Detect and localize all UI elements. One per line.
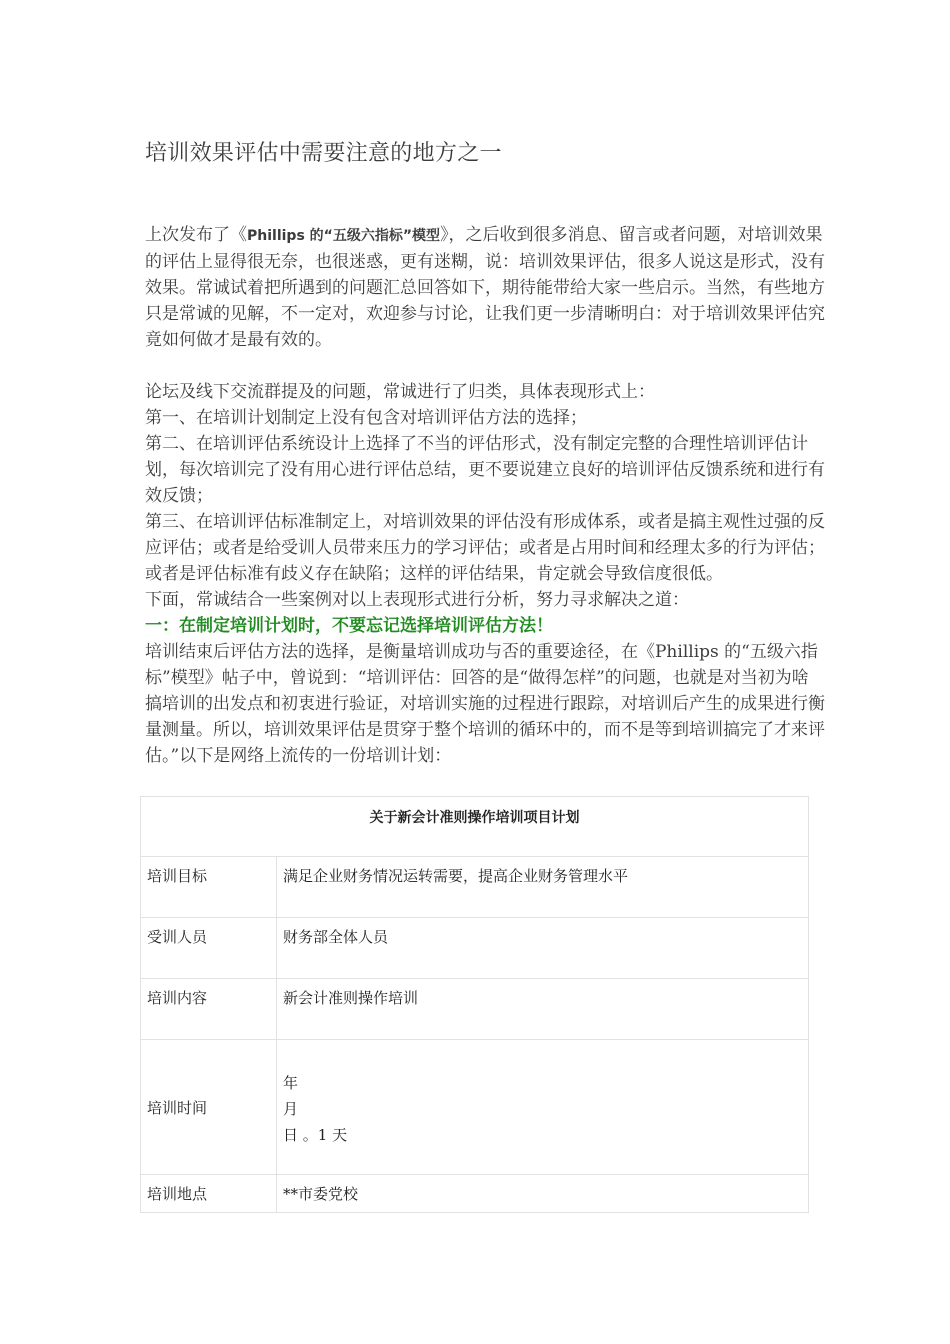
row-value: 财务部全体人员 [277, 918, 809, 979]
table-row [141, 918, 809, 979]
paragraph-gap [145, 353, 825, 379]
intro-paragraph [145, 222, 825, 353]
table-row [141, 857, 809, 918]
row-label: 培训时间 [141, 1040, 277, 1175]
paragraph-section-1: 培训结束后评估方法的选择，是衡量培训成功与否的重要途径，在《Phillips 的“五级六指标”模型》帖子中，曾说到：“培训评估：回答的是“做得怎样”的问题，也就是对当初为啥搞培训的出发点和初衷进行验证，对培训实施的过程进行跟踪，对培训后产生的成果进行衡量测量。所以，培训效果评估是贯穿于整个培训的循环中的，而不是等到培训搞完了才来评估。”以下是网络上流传的一份培训计划： [145, 642, 825, 766]
page-title: 培训效果评估中需要注意的地方之一 [145, 141, 502, 166]
table-row [141, 1040, 809, 1175]
intro-text-before: 上次发布了《 [145, 225, 247, 245]
paragraph-summary: 论坛及线下交流群提及的问题，常诚进行了归类，具体表现形式上： [145, 382, 655, 402]
section-heading-1: 一：在制定培训计划时，不要忘记选择培训评估方法！ [145, 616, 553, 636]
time-day: 日 。1 天 [283, 1126, 348, 1144]
paragraph-point-3: 第三、在培训评估标准制定上，对培训效果的评估没有形成体系，或者是搞主观性过强的反应评估；或者是给受训人员带来压力的学习评估；或者是占用时间和经理太多的行为评估；或者是评估标准有歧义存在缺陷；这样的评估结果，肯定就会导致信度很低。 [145, 512, 825, 584]
table-row [141, 1175, 809, 1213]
intro-text-after: 》，之后收到很多消息、留言或者问题，对培训效果的评估上显得很无奈，也很迷惑，更有迷糊，说：培训效果评估，很多人说这是形式，没有效果。常诚试着把所遇到的问题汇总回答如下，期待能带给大家一些启示。当然，有些地方只是常诚的见解，不一定对，欢迎参与讨论，让我们更一步清晰明白：对于培训效果评估究竟如何做才是最有效的。 [145, 225, 825, 350]
time-year: 年 [283, 1074, 299, 1092]
row-label: 受训人员 [141, 918, 277, 979]
row-value: 新会计准则操作培训 [277, 979, 809, 1040]
paragraph-transition: 下面，常诚结合一些案例对以上表现形式进行分析，努力寻求解决之道： [145, 590, 689, 610]
row-label: 培训地点 [141, 1175, 277, 1213]
row-value: **市委党校 [277, 1175, 809, 1213]
table-title-row [141, 797, 809, 857]
article-body [145, 222, 825, 769]
time-month: 月 [283, 1100, 299, 1118]
training-plan-table [140, 796, 809, 1213]
row-label: 培训内容 [141, 979, 277, 1040]
row-value-time [277, 1040, 809, 1175]
paragraph-point-1: 第一、在培训计划制定上没有包含对培训评估方法的选择； [145, 408, 587, 428]
table-row [141, 979, 809, 1040]
intro-bold-title: Phillips 的“五级六指标”模型 [247, 228, 441, 244]
row-value: 满足企业财务情况运转需要，提高企业财务管理水平 [277, 857, 809, 918]
row-label: 培训目标 [141, 857, 277, 918]
paragraph-point-2: 第二、在培训评估系统设计上选择了不当的评估形式，没有制定完整的合理性培训评估计划，每次培训完了没有用心进行评估总结，更不要说建立良好的培训评估反馈系统和进行有效反馈； [145, 434, 825, 506]
table-title: 关于新会计准则操作培训项目计划 [141, 797, 809, 857]
